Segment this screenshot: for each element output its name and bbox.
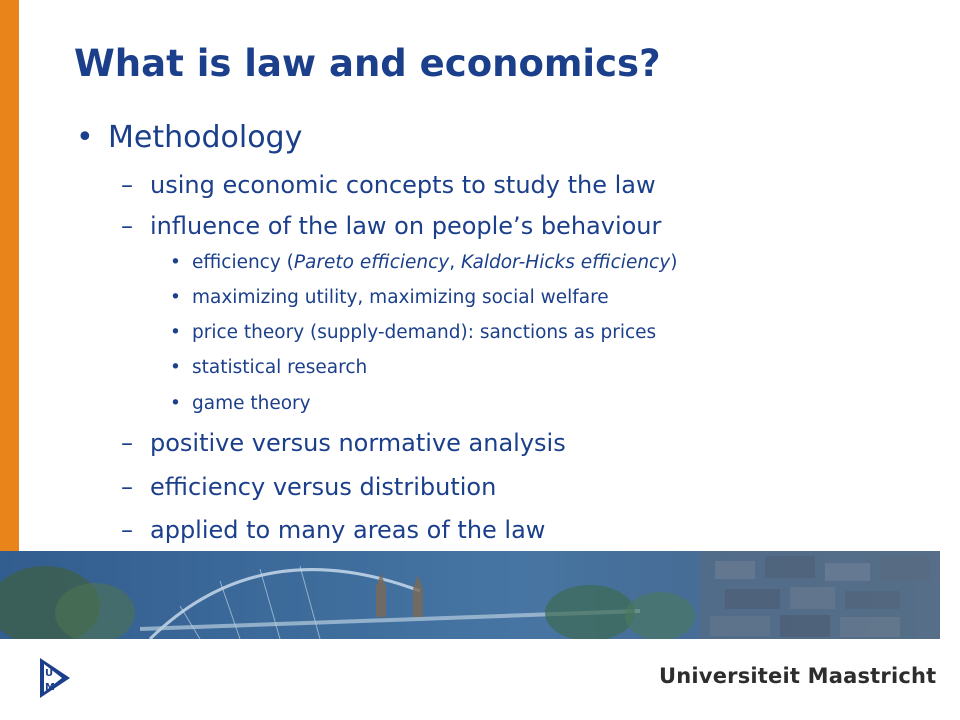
- um-logo-icon: [40, 658, 76, 704]
- detail-text: price theory (supply-demand): sanctions as prices: [192, 322, 657, 343]
- photo-banner-graphic: [0, 551, 940, 639]
- logo-letter-u: U: [45, 668, 54, 679]
- sub-item-text: applied to many areas of the law: [150, 516, 546, 544]
- sub-item-text: efficiency versus distribution: [150, 473, 497, 501]
- detail-text: maximizing utility, maximizing social welfare: [192, 287, 609, 308]
- sub-item: [121, 516, 545, 544]
- detail-item: [170, 357, 367, 378]
- detail-item: [170, 287, 609, 308]
- bullet-symbol: •: [170, 357, 181, 378]
- dash-symbol: –: [121, 516, 133, 544]
- detail-item: [170, 393, 311, 414]
- photo-banner: [0, 551, 940, 639]
- university-name: Universiteit Maastricht: [659, 664, 937, 688]
- bullet-methodology: [76, 120, 302, 155]
- detail-text-mid: ,: [449, 252, 462, 273]
- dash-symbol: –: [121, 212, 133, 240]
- detail-text-post: ): [670, 252, 678, 273]
- sub-item: [121, 171, 656, 199]
- detail-text-italic: Kaldor-Hicks efficiency: [461, 252, 671, 273]
- dash-symbol: –: [121, 429, 133, 457]
- sub-item: [121, 473, 496, 501]
- sub-item-text: positive versus normative analysis: [150, 429, 566, 457]
- detail-text: game theory: [192, 393, 311, 414]
- dash-symbol: –: [121, 473, 133, 501]
- bullet-symbol: •: [170, 287, 181, 308]
- dash-symbol: –: [121, 171, 133, 199]
- sub-item: [121, 212, 661, 240]
- sub-item-text: influence of the law on people’s behaviour: [150, 212, 662, 240]
- detail-text-pre: efficiency (: [192, 252, 294, 273]
- bullet-symbol: •: [170, 252, 181, 273]
- logo-letter-m: M: [45, 682, 55, 693]
- bullet-text: Methodology: [108, 120, 303, 155]
- bullet-symbol: •: [76, 120, 94, 155]
- detail-text: statistical research: [192, 357, 368, 378]
- orange-accent-bar: [0, 0, 19, 638]
- sub-item: [121, 429, 566, 457]
- um-logo-graphic: [40, 658, 76, 700]
- bullet-symbol: •: [170, 322, 181, 343]
- detail-item: [170, 252, 677, 273]
- bullet-symbol: •: [170, 393, 181, 414]
- detail-item: [170, 322, 656, 343]
- detail-text-italic: Pareto efficiency: [293, 252, 450, 273]
- slide-title: What is law and economics?: [74, 42, 661, 85]
- sub-item-text: using economic concepts to study the law: [150, 171, 656, 199]
